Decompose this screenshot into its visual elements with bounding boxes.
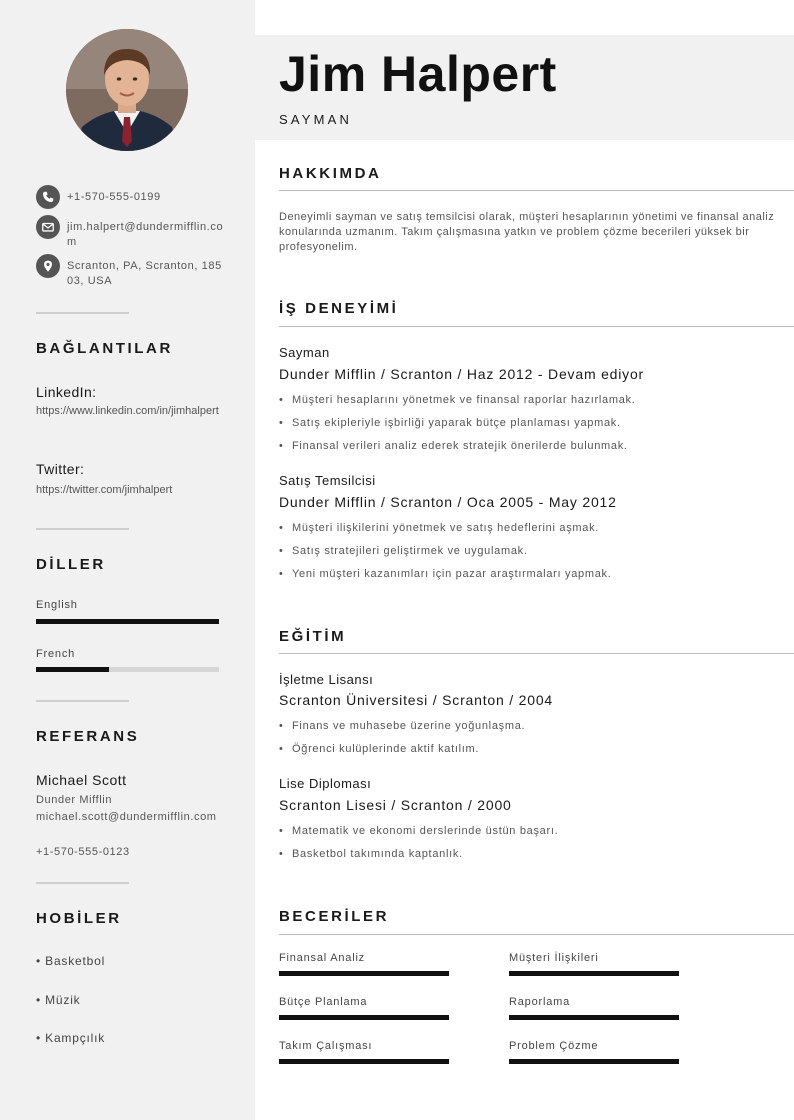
- experience-company: Dunder Mifflin / Scranton / Oca 2005 - May 2012: [279, 494, 617, 510]
- address-text: Scranton, PA, Scranton, 18503, USA: [67, 260, 222, 287]
- experience-title: Sayman: [279, 345, 330, 360]
- bullet-item: • Matematik ve ekonomi derslerinde üstün başarı.: [279, 820, 779, 843]
- bullet-item: • Basketbol takımında kaptanlık.: [279, 843, 779, 866]
- bullet-item: • Finans ve muhasebe üzerine yoğunlaşma.: [279, 715, 779, 738]
- twitter-link[interactable]: https://twitter.com/jimhalpert: [36, 484, 173, 496]
- education-title: İşletme Lisansı: [279, 672, 374, 687]
- experience-heading: İŞ DENEYİMİ: [279, 300, 399, 317]
- hobbies-heading: HOBİLER: [36, 910, 122, 927]
- skill-level-bar: [279, 1059, 449, 1064]
- contact-email: [36, 215, 236, 250]
- experience-company: Dunder Mifflin / Scranton / Haz 2012 - Devam ediyor: [279, 366, 645, 382]
- sidebar-divider: [36, 882, 129, 884]
- email-text: jim.halpert@dundermifflin.com: [67, 221, 224, 248]
- hobby-item: • Müzik: [36, 993, 81, 1007]
- main-content: [255, 0, 794, 1120]
- skill-item: [279, 996, 449, 1020]
- contact-address: [36, 254, 236, 289]
- sidebar-divider: [36, 528, 129, 530]
- skill-item: [279, 1040, 449, 1064]
- header-banner: [255, 35, 794, 140]
- experience-title: Satış Temsilcisi: [279, 473, 376, 488]
- education-school: Scranton Üniversitesi / Scranton / 2004: [279, 692, 553, 708]
- reference-phone: +1-570-555-0123: [36, 846, 130, 858]
- hobby-label: Kampçılık: [45, 1031, 106, 1045]
- bullet-item: • Satış stratejileri geliştirmek ve uygulamak.: [279, 540, 779, 563]
- sidebar-divider: [36, 700, 129, 702]
- bullet-item: • Öğrenci kulüplerinde aktif katılım.: [279, 738, 779, 761]
- experience-bullets: [279, 389, 779, 458]
- education-title: Lise Diploması: [279, 776, 372, 791]
- skill-item: [509, 952, 679, 976]
- contact-phone: [36, 185, 236, 209]
- section-rule: [279, 326, 794, 327]
- skills-heading: BECERİLER: [279, 908, 390, 925]
- skill-name: Raporlama: [509, 996, 571, 1008]
- linkedin-label: LinkedIn:: [36, 384, 97, 400]
- reference-name: Michael Scott: [36, 772, 127, 788]
- bullet-item: • Satış ekipleriyle işbirliği yaparak bütçe planlaması yapmak.: [279, 412, 779, 435]
- job-title: SAYMAN: [279, 112, 353, 127]
- location-pin-icon: [36, 254, 60, 278]
- about-text: Deneyimli sayman ve satış temsilcisi olarak, müşteri hesaplarının yönetimi ve finansal analiz konularında uzmanım. Takım çalışmasına yatkın ve problem çözme becerileri yüksek bir profesyonelim.: [279, 211, 775, 253]
- sidebar-divider: [36, 312, 129, 314]
- skill-name: Bütçe Planlama: [279, 996, 368, 1008]
- profile-photo: [66, 29, 188, 151]
- skill-item: [509, 1040, 679, 1064]
- hobby-item: • Kampçılık: [36, 1031, 106, 1045]
- bullet-item: • Müşteri hesaplarını yönetmek ve finansal raporlar hazırlamak.: [279, 389, 779, 412]
- language-level-track: [36, 667, 219, 672]
- education-bullets: [279, 820, 779, 866]
- skill-item: [509, 996, 679, 1020]
- twitter-label: Twitter:: [36, 461, 85, 477]
- linkedin-link[interactable]: https://www.linkedin.com/in/jimhalpert: [36, 405, 219, 417]
- bullet-item: • Yeni müşteri kazanımları için pazar araştırmaları yapmak.: [279, 563, 779, 586]
- language-level-track: [36, 619, 219, 624]
- language-level-fill: [36, 619, 219, 624]
- reference-company: Dunder Mifflin: [36, 794, 113, 806]
- hobby-label: Müzik: [45, 993, 81, 1007]
- education-bullets: [279, 715, 779, 761]
- skill-name: Finansal Analiz: [279, 952, 365, 964]
- language-level-fill: [36, 667, 109, 672]
- section-rule: [279, 190, 794, 191]
- skill-name: Problem Çözme: [509, 1040, 599, 1052]
- bullet-item: • Müşteri ilişkilerini yönetmek ve satış hedeflerini aşmak.: [279, 517, 779, 540]
- education-heading: EĞİTİM: [279, 628, 347, 645]
- reference-heading: REFERANS: [36, 728, 140, 745]
- skill-level-bar: [279, 1015, 449, 1020]
- skill-item: [279, 952, 449, 976]
- hobby-label: Basketbol: [45, 954, 106, 968]
- languages-heading: DİLLER: [36, 556, 106, 573]
- links-heading: BAĞLANTILAR: [36, 340, 173, 357]
- skill-level-bar: [509, 1059, 679, 1064]
- section-rule: [279, 934, 794, 935]
- skill-level-bar: [279, 971, 449, 976]
- sidebar: [0, 0, 255, 1120]
- about-heading: HAKKIMDA: [279, 165, 382, 182]
- reference-email: michael.scott@dundermifflin.com: [36, 811, 217, 823]
- phone-icon: [36, 185, 60, 209]
- language-name: English: [36, 599, 78, 611]
- skill-name: Müşteri İlişkileri: [509, 952, 599, 964]
- bullet-item: • Finansal verileri analiz ederek stratejik önerilerde bulunmak.: [279, 435, 779, 458]
- skill-name: Takım Çalışması: [279, 1040, 373, 1052]
- person-name: Jim Halpert: [279, 46, 557, 102]
- skill-level-bar: [509, 1015, 679, 1020]
- mail-icon: [36, 215, 60, 239]
- profile-photo-image: [66, 29, 188, 151]
- experience-bullets: [279, 517, 779, 586]
- section-rule: [279, 653, 794, 654]
- phone-text: +1-570-555-0199: [67, 191, 161, 203]
- hobby-item: • Basketbol: [36, 954, 106, 968]
- language-name: French: [36, 648, 76, 660]
- skill-level-bar: [509, 971, 679, 976]
- education-school: Scranton Lisesi / Scranton / 2000: [279, 797, 512, 813]
